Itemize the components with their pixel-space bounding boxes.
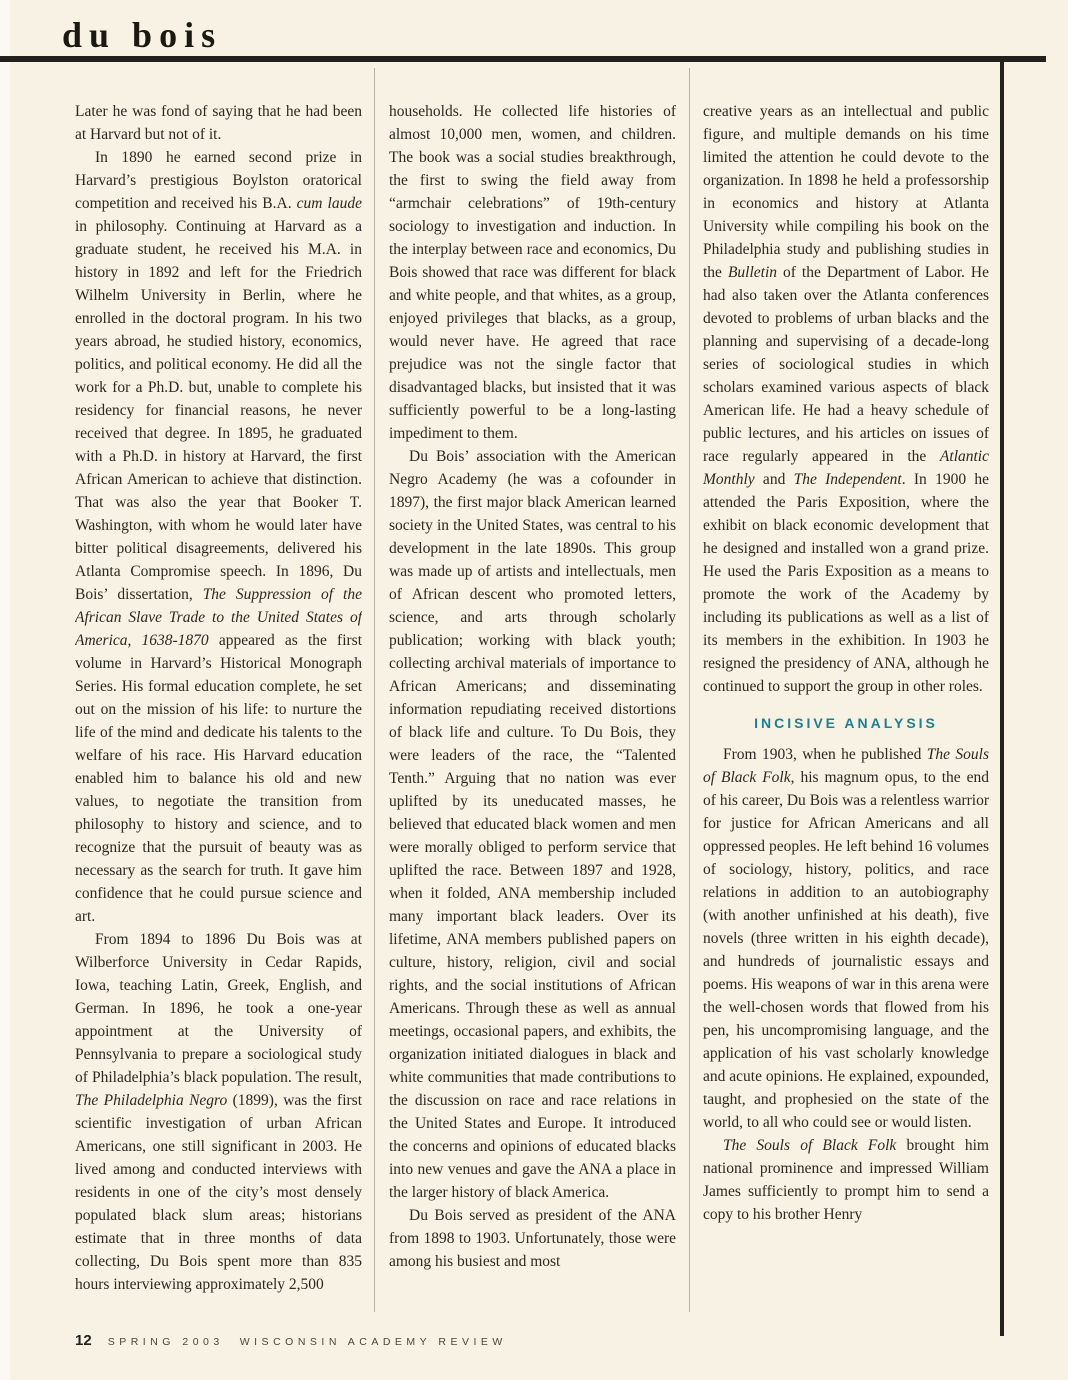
paragraph: creative years as an intellectual and public figure, and multiple demands on his time limited the attention he could devote to the organization. In 1898 he held a professorship in economics and history at Atlanta University while compiling his book on the Philadelphia study and publishing studies in the Bulletin of the Department of Labor. He had also taken over the Atlanta conferences devoted to problems of urban blacks and the planning and supervising of a decade-long series of sociological studies in which scholars examined various aspects of black American life. He had a heavy schedule of public lectures, and his articles on issues of race regularly appeared in the Atlantic Monthly and The Independent. In 1900 he attended the Paris Exposition, where the exhibit on black economic development that he designed and installed won a grand prize. He used the Paris Exposition as a means to promote the work of the Academy by including its publications as well as a list of its members in the exhibition. In 1903 he resigned the presidency of ANA, although he continued to support the group in other roles. (703, 103, 989, 695)
section-heading: INCISIVE ANALYSIS (754, 715, 938, 731)
text-column (703, 100, 989, 1332)
right-edge-rule (1000, 56, 1004, 1336)
paragraph: Later he was fond of saying that he had been at Harvard but not of it. (75, 103, 362, 143)
page-title: du bois (62, 15, 223, 55)
paragraph: The Souls of Black Folk brought him national prominence and impressed William James sufficiently to prompt him to send a copy to his brother Henry (703, 1137, 989, 1223)
header-rule (0, 56, 1046, 62)
paragraph: Du Bois served as president of the ANA from 1898 to 1903. Unfortunately, those were among his busiest and most (389, 1207, 676, 1270)
footer (75, 1332, 507, 1349)
paragraph: From 1894 to 1896 Du Bois was at Wilberforce University in Cedar Rapids, Iowa, teaching Latin, Greek, English, and German. In 1896, he took a one-year appointment at the University of Pennsylvania to prepare a sociological study of Philadelphia’s black population. The result, The Philadelphia Negro (1899), was the first scientific investigation of urban African Americans, one still significant in 2003. He lived among and conducted interviews with residents in one of the city’s most densely populated black slum areas; historians estimate that in three months of data collecting, Du Bois spent more than 835 hours interviewing approximately 2,500 (75, 931, 362, 1293)
paragraph: households. He collected life histories of almost 10,000 men, women, and children. The book was a social studies breakthrough, the first to swing the field away from “armchair celebrations” of 19th-century sociology to investigation and induction. In the interplay between race and economics, Du Bois showed that race was different for black and white people, and that whites, as a group, enjoyed privileges that blacks, as a group, would never have. He agreed that race prejudice was not the single factor that disadvantaged blacks, but insisted that it was sufficiently powerful to be a long-lasting impediment to them. (389, 103, 676, 442)
page-number: 12 (75, 1332, 92, 1349)
footer-publication: WISCONSIN ACADEMY REVIEW (239, 1336, 507, 1348)
column-divider (374, 68, 375, 1312)
text-column (389, 100, 676, 1332)
footer-issue: SPRING 2003 (107, 1336, 224, 1348)
page-edge-strip (0, 0, 10, 1380)
column-divider (689, 68, 690, 1312)
paragraph: Du Bois’ association with the American Negro Academy (he was a cofounder in 1897), the first major black American learned society in the United States, was central to his development in the late 1890s. This group was made up of artists and intellectuals, men of African descent who promoted letters, science, and arts through scholarly publication; working with black youth; collecting archival materials of importance to African Americans; and disseminating information repudiating received distortions of black life and culture. To Du Bois, they were leaders of the race, the “Talented Tenth.” Arguing that no nation was ever uplifted by its uneducated masses, he believed that educated black women and men were morally obliged to perform service that uplifted the race. Between 1897 and 1928, when it folded, ANA membership included many important black leaders. Over its lifetime, ANA members published papers on culture, history, religion, civil and social rights, and the social institutions of African Americans. Through these as well as annual meetings, occasional papers, and exhibits, the organization initiated dialogues in black and white communities that made contributions to the discussion on race and race relations in the United States and Europe. It introduced the concerns and opinions of educated blacks into new venues and gave the ANA a place in the larger history of black America. (389, 448, 676, 1201)
text-column (75, 100, 362, 1332)
paragraph: In 1890 he earned second prize in Harvard’s prestigious Boylston oratorical competition and received his B.A. cum laude in philosophy. Continuing at Harvard as a graduate student, he received his M.A. in history in 1892 and left for the Friedrich Wilhelm University in Berlin, where he enrolled in the doctoral program. In his two years abroad, he studied history, economics, politics, and political economy. He did all the work for a Ph.D. but, unable to complete his residency for financial reasons, he never received that degree. In 1895, he graduated with a Ph.D. in history at Harvard, the first African American to achieve that distinction. That was also the year that Booker T. Washington, with whom he would later have bitter political disagreements, delivered his Atlanta Compromise speech. In 1896, Du Bois’ dissertation, The Suppression of the African Slave Trade to the United States of America, 1638-1870 appeared as the first volume in Harvard’s Historical Monograph Series. His formal education complete, he set out on the mission of his life: to nurture the life of the mind and dedicate his talents to the welfare of his race. His Harvard education enabled him to balance his old and new values, to negotiate the transition from philosophy to history and science, and to recognize that the pursuit of beauty was as necessary as the search for truth. It gave him confidence that he could pursue science and art. (75, 149, 362, 925)
paragraph: From 1903, when he published The Souls of Black Folk, his magnum opus, to the end of his career, Du Bois was a relentless warrior for justice for African Americans and all oppressed peoples. He left behind 16 volumes of sociology, history, politics, and race relations in addition to an autobiography (with another unfinished at his death), five novels (three written in his eighth decade), and hundreds of journalistic essays and poems. His weapons of war in this arena were the well-chosen words that flowed from his pen, his uncompromising language, and the application of his vast scholarly knowledge and acute opinions. He explained, expounded, taught, and prophesied on the state of the world, to all who could see or would listen. (703, 746, 989, 1131)
